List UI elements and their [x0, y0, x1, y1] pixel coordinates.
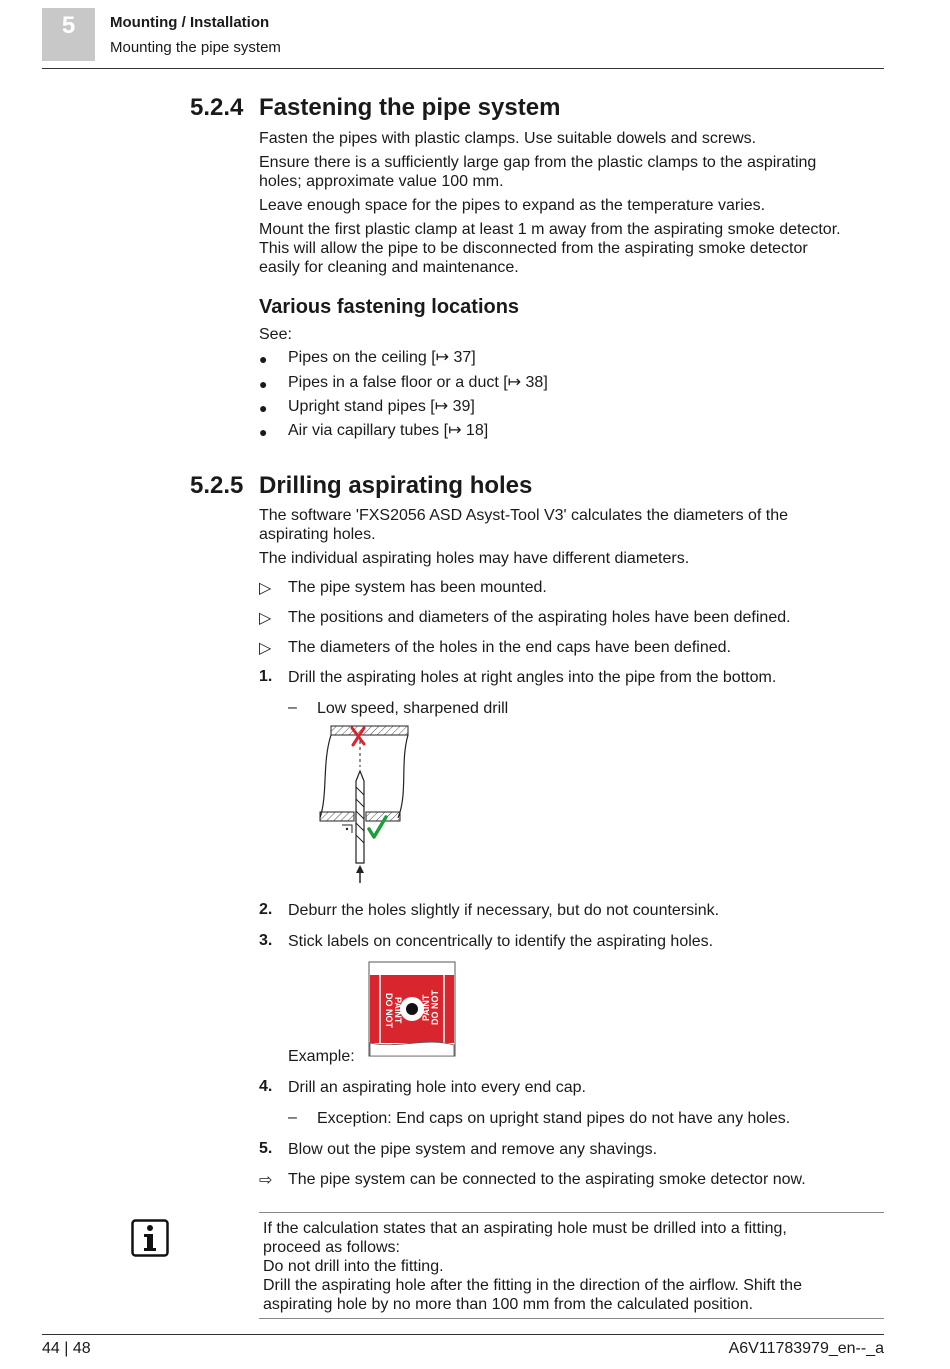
chapter-number: 5: [61, 12, 76, 39]
section-525-p1b: aspirating holes.: [259, 526, 376, 543]
footer-divider: [42, 1334, 884, 1335]
step-4-number: 4.: [259, 1078, 273, 1095]
section-525-number: 5.2.5: [190, 472, 244, 499]
drill-bit: [356, 771, 364, 863]
step-1-sub: Low speed, sharpened drill: [317, 700, 509, 717]
step-3-number: 3.: [259, 932, 273, 949]
list-item-capillary[interactable]: Air via capillary tubes [↦ 18]: [288, 422, 489, 439]
list-item-false-floor[interactable]: Pipes in a false floor or a duct [↦ 38]: [288, 374, 548, 391]
note-line-3: Do not drill into the fitting.: [263, 1258, 444, 1275]
precondition-marker: ▷: [259, 640, 272, 657]
section-525-p2: The individual aspirating holes may have different diameters.: [259, 550, 690, 567]
bullet-marker: ●: [259, 376, 268, 392]
various-title: Various fastening locations: [259, 296, 520, 318]
result-text: The pipe system can be connected to the aspirating smoke detector now.: [288, 1171, 806, 1188]
bullet-marker: ●: [259, 424, 268, 440]
header-subtitle: Mounting the pipe system: [110, 39, 281, 56]
arrow-up-icon: [356, 865, 364, 873]
info-icon: [131, 1219, 169, 1257]
section-525-title: Drilling aspirating holes: [259, 472, 533, 499]
section-524-p4b: This will allow the pipe to be disconnected from the aspirating smoke detector: [259, 240, 808, 257]
list-item-upright-stand[interactable]: Upright stand pipes [↦ 39]: [288, 398, 475, 415]
aspirating-hole-label-image: [368, 961, 456, 1057]
step-1-dash: –: [288, 699, 297, 716]
bullet-marker: ●: [259, 351, 268, 367]
step-4-sub: Exception: End caps on upright stand pipes do not have any holes.: [317, 1110, 791, 1127]
step-1-number: 1.: [259, 668, 273, 685]
section-524-p3: Leave enough space for the pipes to expand as the temperature varies.: [259, 197, 766, 214]
step-2-text: Deburr the holes slightly if necessary, but do not countersink.: [288, 902, 720, 919]
section-524-number: 5.2.4: [190, 94, 244, 121]
label-text-left-b: PAINT: [393, 997, 403, 1024]
section-524-title: Fastening the pipe system: [259, 94, 561, 121]
note-line-4: Drill the aspirating hole after the fitting in the direction of the airflow. Shift the: [263, 1277, 802, 1294]
note-top-rule: [259, 1212, 884, 1213]
step-3-text: Stick labels on concentrically to identify the aspirating holes.: [288, 933, 714, 950]
label-text-right-a: DO NOT: [430, 990, 440, 1025]
note-line-2: proceed as follows:: [263, 1239, 400, 1256]
section-524-p2b: holes; approximate value 100 mm.: [259, 173, 504, 190]
note-line-1: If the calculation states that an aspirating hole must be drilled into a fitting,: [263, 1220, 787, 1237]
bullet-marker: ●: [259, 400, 268, 416]
section-525-p1a: The software 'FXS2056 ASD Asyst-Tool V3' calculates the diameters of the: [259, 507, 789, 524]
label-hole: [406, 1003, 418, 1015]
various-see: See:: [259, 326, 292, 343]
section-524-p4a: Mount the first plastic clamp at least 1 m away from the aspirating smoke detector.: [259, 221, 841, 238]
step-4-text: Drill an aspirating hole into every end cap.: [288, 1079, 586, 1096]
section-524-p2a: Ensure there is a sufficiently large gap from the plastic clamps to the aspirating: [259, 154, 817, 171]
step-5-text: Blow out the pipe system and remove any shavings.: [288, 1141, 658, 1158]
label-text-left-a: DO NOT: [384, 993, 394, 1028]
section-524-p4c: easily for cleaning and maintenance.: [259, 259, 519, 276]
drilling-illustration: [318, 723, 410, 885]
label-text-right-b: PAINT: [421, 994, 431, 1021]
note-line-5: aspirating hole by no more than 100 mm from the calculated position.: [263, 1296, 754, 1313]
step-3-example-label: Example:: [288, 1048, 355, 1065]
pipe-bottom-wall-left: [320, 812, 354, 821]
result-marker: ⇨: [259, 1172, 273, 1189]
precondition-2: The positions and diameters of the aspirating holes have been defined.: [288, 609, 791, 626]
step-2-number: 2.: [259, 901, 273, 918]
document-id: A6V11783979_en--_a: [728, 1340, 884, 1357]
precondition-marker: ▷: [259, 610, 272, 627]
note-bottom-rule: [259, 1318, 884, 1319]
pipe-left-edge: [320, 735, 331, 818]
precondition-marker: ▷: [259, 580, 272, 597]
header-divider: [42, 68, 884, 69]
chapter-number-box: [42, 8, 95, 61]
step-4-dash: –: [288, 1109, 297, 1126]
header-title: Mounting / Installation: [110, 14, 270, 31]
pipe-right-edge: [398, 735, 408, 818]
step-1-text: Drill the aspirating holes at right angles into the pipe from the bottom.: [288, 669, 777, 686]
precondition-3: The diameters of the holes in the end caps have been defined.: [288, 639, 731, 656]
page-number: 44 | 48: [42, 1340, 91, 1357]
section-524-p1: Fasten the pipes with plastic clamps. Use suitable dowels and screws.: [259, 130, 757, 147]
step-5-number: 5.: [259, 1140, 273, 1157]
pipe-top-wall: [331, 726, 408, 735]
list-item-ceiling[interactable]: Pipes on the ceiling [↦ 37]: [288, 349, 476, 366]
precondition-1: The pipe system has been mounted.: [288, 579, 547, 596]
